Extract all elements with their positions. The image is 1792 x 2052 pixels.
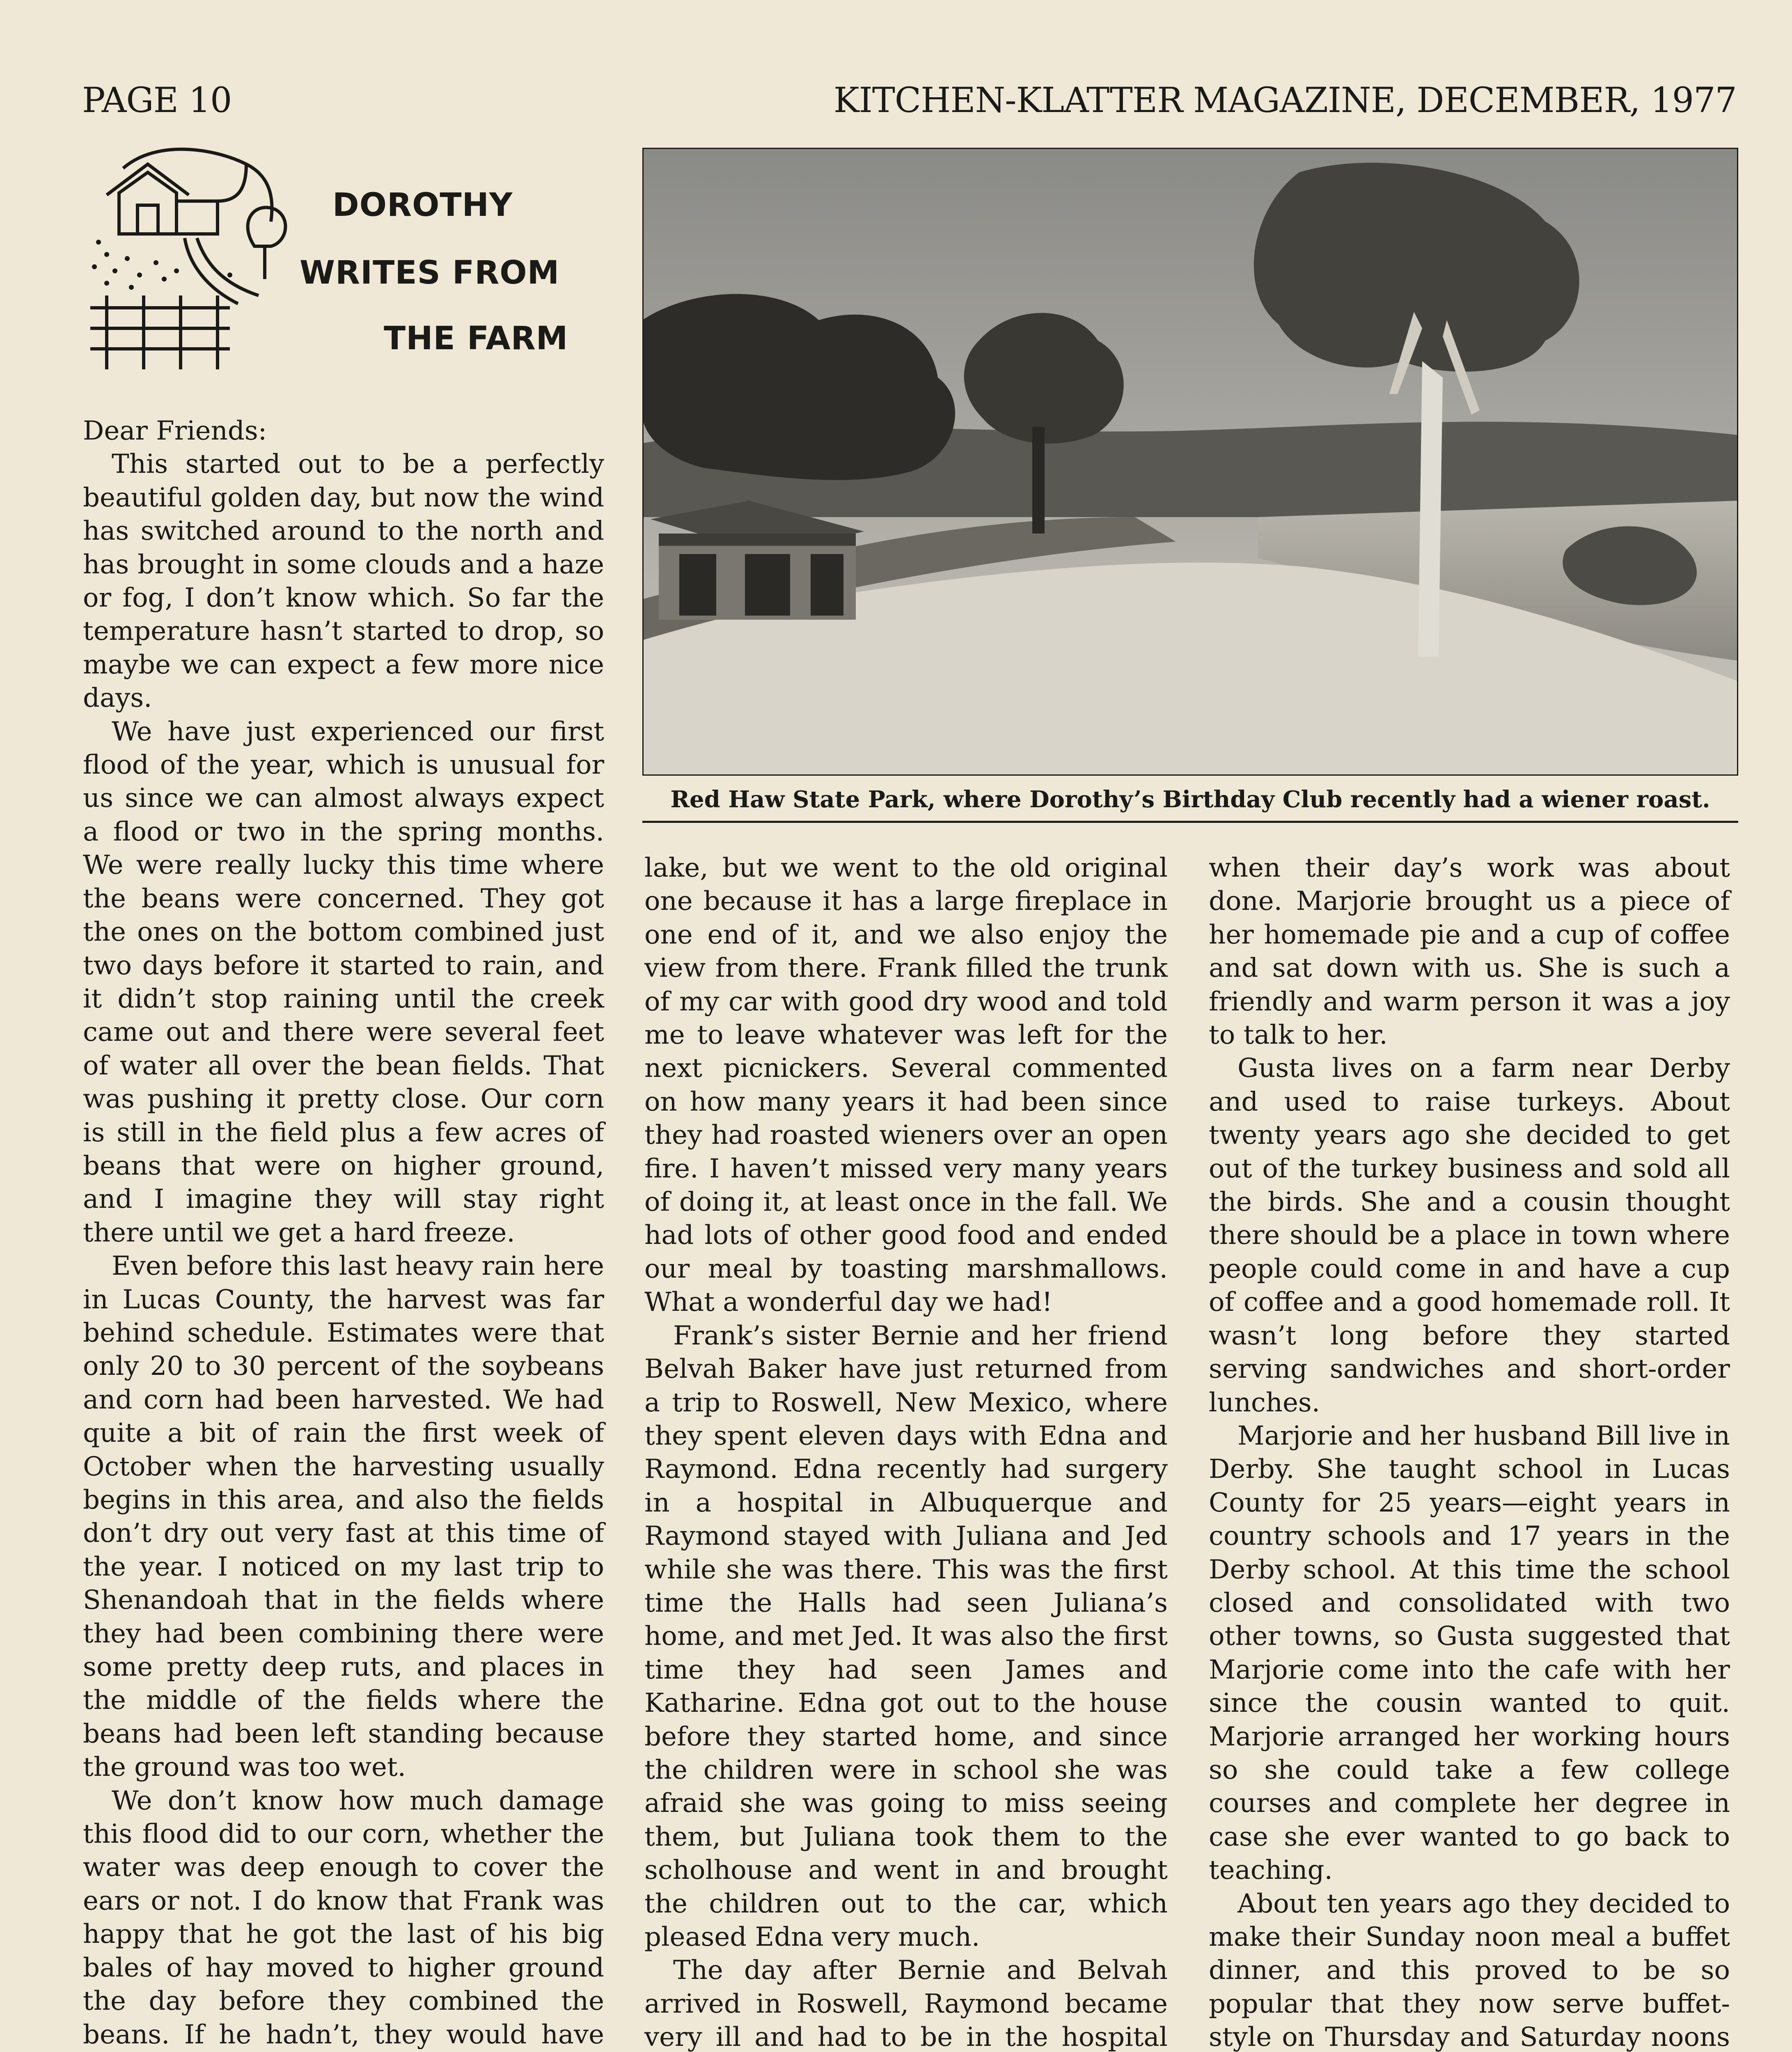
paragraph: Frank’s sister Bernie and her friend Belvah Baker have just returned from a trip to Roswell, New Mexico, where they spent eleven days with Edna and Raymond. Edna recently had surgery in a hospital in Albuquerque and Raymond stayed with Juliana and Jed while she was there. This was the first time the Halls had seen Juliana’s home, and met Jed. It was also the first time they had seen James and Katharine. Edna got out to the house before they started home, and since the children were in school she was afraid she was going to miss seeing them, but Juliana took them to the scholhouse and went in and brought the children out to the car, which pleased Edna very much. — [644, 1320, 1168, 1952]
publication-header: KITCHEN-KLATTER MAGAZINE, DECEMBER, 1977 — [833, 80, 1737, 120]
paragraph: This started out to be a perfectly beautiful golden day, but now the wind has switched around to the north and has brought in some clouds and a haze or fog, I don’t know which. So far the temperature hasn’t started to drop, so maybe we can expect a few more nice days. — [83, 449, 604, 714]
paragraph: Gusta lives on a farm near Derby and used to raise turkeys. About twenty years ago she decided to get out of the turkey business and sold all the birds. She and a cousin thought there should be a place in town where people could come in and have a cup of coffee and a good homemade roll. It wasn’t long before they started serving sandwiches and short-order lunches. — [1209, 1053, 1730, 1418]
page-number: PAGE 10 — [82, 80, 232, 120]
photo-caption: Red Haw State Park, where Dorothy’s Birthday Club recently had a wiener roast. — [670, 786, 1710, 813]
paragraph: when their day’s work was about done. Marjorie brought us a piece of her homemade pie and a cup of coffee and sat down with us. She is such a friendly and warm person it was a joy to talk to her. — [1209, 853, 1730, 1051]
salutation: Dear Friends: — [83, 416, 267, 446]
article-column-1 — [83, 415, 604, 2052]
farm-barn-fence-icon — [82, 140, 296, 390]
column-masthead — [82, 140, 607, 390]
paragraph: lake, but we went to the old original one because it has a large fireplace in one end of it, and we also enjoy the view from there. Frank filled the trunk of my car with good dry wood and told me to leave whatever was left for the next picnickers. Several commented on how many years it had been since they had roasted wieners over an open fire. I haven’t missed very many years of doing it, at least once in the fall. We had lots of other good food and ended our meal by toasting marshmallows. What a wonderful day we had! — [644, 853, 1168, 1318]
article-column-2 — [644, 852, 1168, 2052]
paragraph: We don’t know how much damage this flood did to our corn, whether the water was deep enough to cover the ears or not. I do know that Frank was happy that he got the last of his big bales of hay moved to higher ground the day before they combined the beans. If he hadn’t, they would have — [83, 1785, 604, 2050]
park-photo-image — [642, 148, 1738, 776]
paragraph: The day after Bernie and Belvah arrived in Roswell, Raymond became very ill and had to be in the hospital — [644, 1955, 1168, 2052]
park-photograph — [642, 148, 1738, 776]
masthead-title-line3: THE FARM — [384, 320, 568, 357]
article-column-3 — [1209, 852, 1730, 2052]
paragraph: Even before this last heavy rain here in Lucas County, the harvest was far behind schedule. Estimates were that only 20 to 30 percent of the soybeans and corn had been harvested. We had quite a bit of rain the first week of October when the harvesting usually begins in this area, and also the fields don’t dry out very fast at this time of the year. I noticed on my last trip to Shenandoah that in the fields where they had been combining there were some pretty deep ruts, and places in the middle of the fields where the beans had been left standing because the ground was too wet. — [83, 1251, 604, 1783]
paragraph: Marjorie and her husband Bill live in Derby. She taught school in Lucas County for 25 years—eight years in country schools and 17 years in the Derby school. At this time the school closed and consolidated with two other towns, so Gusta suggested that Marjorie come into the cafe with her since the cousin wanted to quit. Marjorie arranged her working hours so she could take a few college courses and complete her degree in case she ever wanted to go back to teaching. — [1209, 1420, 1730, 1886]
masthead-title-line1: DOROTHY — [332, 187, 513, 224]
masthead-title-line2: WRITES FROM — [300, 254, 560, 291]
paragraph: We have just experienced our first flood of the year, which is unusual for us since we can almost always expect a flood or two in the spring months. We were really lucky this time where the beans were concerned. They got the ones on the bottom combined just two days before it started to rain, and it didn’t stop raining until the creek came out and there were several feet of water all over the bean fields. That was pushing it pretty close. Our corn is still in the field plus a few acres of beans that were on higher ground, and I imagine they will stay right there until we get a hard freeze. — [83, 716, 604, 1248]
caption-divider — [642, 821, 1738, 823]
paragraph: About ten years ago they decided to make their Sunday noon meal a buffet dinner, and this proved to be so popular that they now serve buffet-style on Thursday and Saturday noons — [1209, 1888, 1730, 2052]
